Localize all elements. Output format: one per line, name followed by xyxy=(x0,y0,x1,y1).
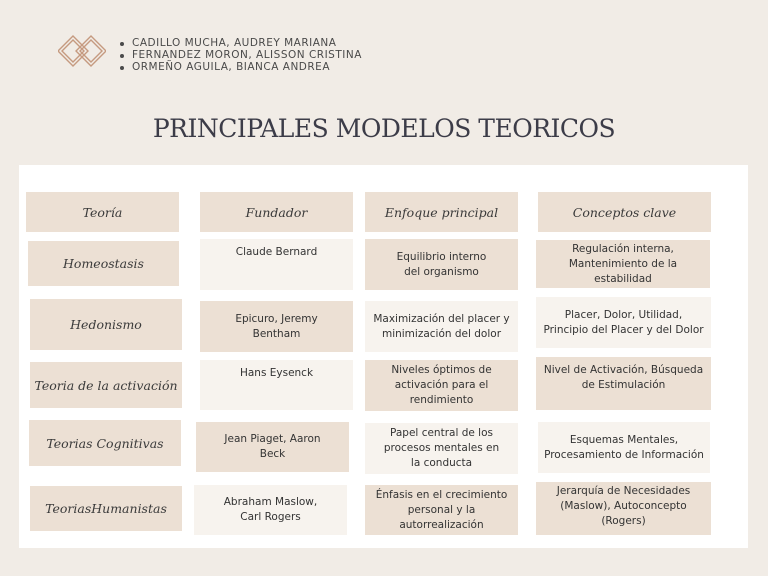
founder-cell: Jean Piaget, Aaron Beck xyxy=(196,422,349,472)
logo-icon xyxy=(58,34,106,68)
theory-cell: Hedonismo xyxy=(30,299,182,350)
theory-cell: Homeostasis xyxy=(28,241,179,286)
focus-cell: Énfasis en el crecimiento personal y la autorrealización xyxy=(365,485,518,535)
theory-cell: TeoriasHumanistas xyxy=(30,486,182,531)
focus-cell: Niveles óptimos de activación para el rendimiento xyxy=(365,360,518,411)
focus-cell: Equilibrio interno del organismo xyxy=(365,239,518,290)
concepts-cell: Placer, Dolor, Utilidad, Principio del Placer y del Dolor xyxy=(536,297,711,348)
concepts-cell: Regulación interna, Mantenimiento de la estabilidad xyxy=(536,240,710,288)
founder-cell: Hans Eysenck xyxy=(200,360,353,410)
theory-cell: Teorias Cognitivas xyxy=(29,420,181,466)
header-concepts: Conceptos clave xyxy=(538,192,711,232)
page-title: PRINCIPALES MODELOS TEORICOS xyxy=(152,114,616,143)
header-founder: Fundador xyxy=(200,192,353,232)
focus-cell: Papel central de los procesos mentales en la conducta xyxy=(365,423,518,474)
theory-cell: Teoria de la activación xyxy=(30,362,182,408)
founder-cell: Epicuro, Jeremy Bentham xyxy=(200,301,353,352)
author-item: FERNANDEZ MORON, ALISSON CRISTINA xyxy=(120,49,362,61)
header-theory: Teoría xyxy=(26,192,179,232)
concepts-cell: Jerarquía de Necesidades (Maslow), Autoconcepto (Rogers) xyxy=(536,482,711,535)
header-focus: Enfoque principal xyxy=(365,192,518,232)
founder-cell: Abraham Maslow, Carl Rogers xyxy=(194,485,347,535)
author-item: ORMEÑO AGUILA, BIANCA ANDREA xyxy=(120,61,362,73)
author-item: CADILLO MUCHA, AUDREY MARIANA xyxy=(120,37,362,49)
founder-cell: Claude Bernard xyxy=(200,239,353,290)
focus-cell: Maximización del placer y minimización del dolor xyxy=(365,301,518,352)
concepts-cell: Nivel de Activación, Búsqueda de Estimulación xyxy=(536,357,711,410)
concepts-cell: Esquemas Mentales, Procesamiento de Información xyxy=(538,422,710,473)
author-list xyxy=(120,37,362,74)
